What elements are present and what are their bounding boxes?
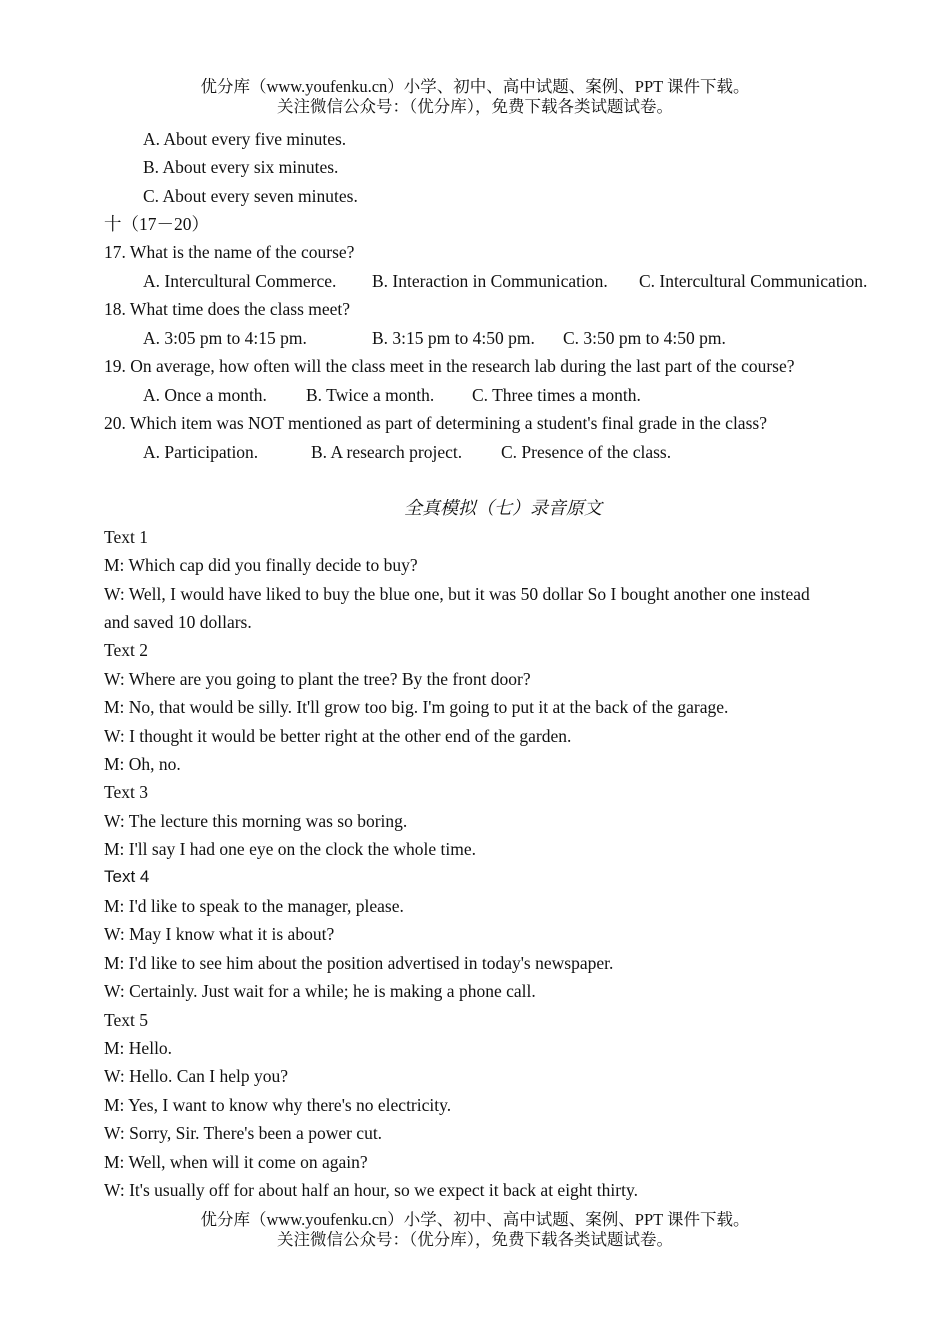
q16-option-b: B. About every six minutes.	[143, 157, 339, 177]
q16-option-c: C. About every seven minutes.	[143, 186, 358, 206]
q18-option-c: C. 3:50 pm to 4:50 pm.	[563, 328, 726, 348]
transcript-line: M: Yes, I want to know why there's no electricity.	[104, 1095, 452, 1115]
page-footer-line-2: 关注微信公众号：（优分库），免费下载各类试题试卷。	[277, 1230, 673, 1249]
page-header-line-2: 关注微信公众号：（优分库），免费下载各类试题试卷。	[277, 97, 673, 116]
transcript-line: M: Hello.	[104, 1038, 173, 1058]
q18-option-b: B. 3:15 pm to 4:50 pm.	[372, 328, 535, 348]
q20-option-b: B. A research project.	[311, 442, 463, 462]
q18-option-a: A. 3:05 pm to 4:15 pm.	[143, 328, 307, 348]
transcript-line: M: Which cap did you finally decide to buy?	[104, 555, 418, 575]
q19-option-a: A. Once a month.	[143, 385, 267, 405]
transcript-line: W: I thought it would be better right at the other end of the garden.	[104, 726, 572, 746]
transcript-text-4-heading: Text 4	[104, 867, 150, 886]
transcript-line: W: Certainly. Just wait for a while; he is making a phone call.	[104, 981, 536, 1001]
q19-option-b: B. Twice a month.	[306, 385, 435, 405]
q19-stem: 19. On average, how often will the class meet in the research lab during the last part of the course?	[104, 356, 795, 376]
q17-option-c: C. Intercultural Communication.	[639, 271, 868, 291]
transcript-line: M: Well, when will it come on again?	[104, 1152, 368, 1172]
transcript-title: 全真模拟（七）录音原文	[404, 498, 602, 518]
q18-stem: 18. What time does the class meet?	[104, 299, 351, 319]
page-header-line-1: 优分库（www.youfenku.cn）小学、初中、高中试题、案例、PPT 课件下载。	[200, 77, 750, 96]
transcript-line: W: Sorry, Sir. There's been a power cut.	[104, 1123, 383, 1143]
transcript-line: M: No, that would be silly. It'll grow too big. I'm going to put it at the back of the garage.	[104, 697, 729, 717]
q19-option-c: C. Three times a month.	[472, 385, 641, 405]
q20-option-c: C. Presence of the class.	[501, 442, 672, 462]
transcript-line: W: May I know what it is about?	[104, 924, 335, 944]
transcript-line: M: I'd like to speak to the manager, please.	[104, 896, 404, 916]
q20-option-a: A. Participation.	[143, 442, 259, 462]
transcript-text-3-heading: Text 3	[104, 782, 148, 802]
transcript-text-1-heading: Text 1	[104, 527, 148, 547]
transcript-line: W: Where are you going to plant the tree? By the front door?	[104, 669, 531, 689]
section-label: 十（17－20）	[104, 214, 209, 234]
transcript-line: W: It's usually off for about half an hour, so we expect it back at eight thirty.	[104, 1180, 638, 1200]
q20-stem: 20. Which item was NOT mentioned as part of determining a student's final grade in the class?	[104, 413, 767, 433]
q17-option-a: A. Intercultural Commerce.	[143, 271, 337, 291]
q16-option-a: A. About every five minutes.	[143, 129, 347, 149]
page-footer-line-1: 优分库（www.youfenku.cn）小学、初中、高中试题、案例、PPT 课件下载。	[200, 1210, 750, 1229]
transcript-text-5-heading: Text 5	[104, 1010, 148, 1030]
q17-option-b: B. Interaction in Communication.	[372, 271, 608, 291]
transcript-line: W: The lecture this morning was so boring.	[104, 811, 408, 831]
transcript-text-2-heading: Text 2	[104, 640, 148, 660]
q17-stem: 17. What is the name of the course?	[104, 242, 355, 262]
transcript-line: and saved 10 dollars.	[104, 612, 252, 632]
transcript-line: W: Well, I would have liked to buy the blue one, but it was 50 dollar So I bought another one instead	[104, 584, 810, 604]
transcript-line: M: Oh, no.	[104, 754, 181, 774]
transcript-line: M: I'd like to see him about the position advertised in today's newspaper.	[104, 953, 614, 973]
transcript-line: W: Hello. Can I help you?	[104, 1066, 289, 1086]
transcript-line: M: I'll say I had one eye on the clock the whole time.	[104, 839, 477, 859]
